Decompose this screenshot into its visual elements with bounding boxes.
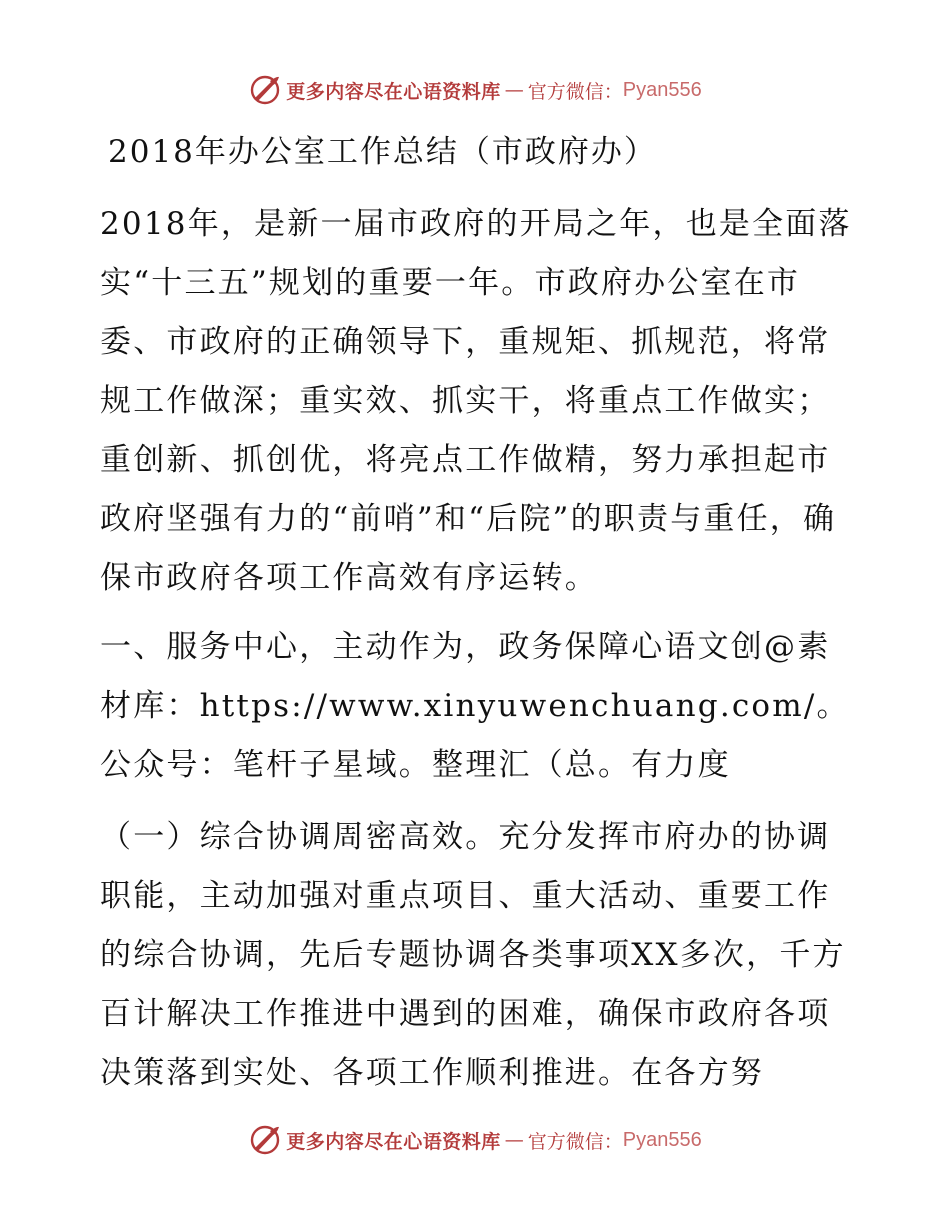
quill-pen-circle-icon: [248, 73, 282, 107]
quill-pen-circle-icon: [248, 1123, 282, 1157]
banner-dash: —: [504, 1129, 524, 1151]
paragraph-subsection-one: （一）综合协调周密高效。充分发挥市府办的协调职能，主动加强对重点项目、重大活动、重要工作的综合协调，先后专题协调各类事项XX多次，千方百计解决工作推进中遇到的困难，确保市政府各项决策落到实处、各项工作顺利推进。在各方努: [100, 819, 846, 1091]
banner-brand-text: 更多内容尽在心语资料库: [286, 1130, 501, 1153]
banner-wechat-label: 官方微信：: [527, 1130, 623, 1153]
banner-dash: —: [504, 79, 524, 101]
paragraph-section-one: 一、服务中心，主动作为，政务保障心语文创@素材库：https://www.xinyuwenchuang.com/。公众号：笔杆子星域。整理汇（总。有力度: [100, 629, 850, 783]
document-title: 2018年办公室工作总结（市政府办）: [108, 134, 657, 170]
header-watermark-banner: [0, 70, 950, 110]
banner-wechat-id: Pyan556: [622, 1128, 702, 1151]
paragraph-intro: 2018年，是新一届市政府的开局之年，也是全面落实“十三五”规划的重要一年。市政府办公室在市委、市政府的正确领导下，重规矩、抓规范，将常规工作做深；重实效、抓实干，将重点工作做实；重创新、抓创优，将亮点工作做精，努力承担起市政府坚强有力的“前哨”和“后院”的职责与重任，确保市政府各项工作高效有序运转。: [100, 206, 852, 596]
footer-watermark-banner: [0, 1120, 950, 1160]
banner-brand-text: 更多内容尽在心语资料库: [286, 80, 501, 103]
banner-wechat-id: Pyan556: [622, 78, 702, 101]
banner-wechat-label: 官方微信：: [527, 80, 623, 103]
